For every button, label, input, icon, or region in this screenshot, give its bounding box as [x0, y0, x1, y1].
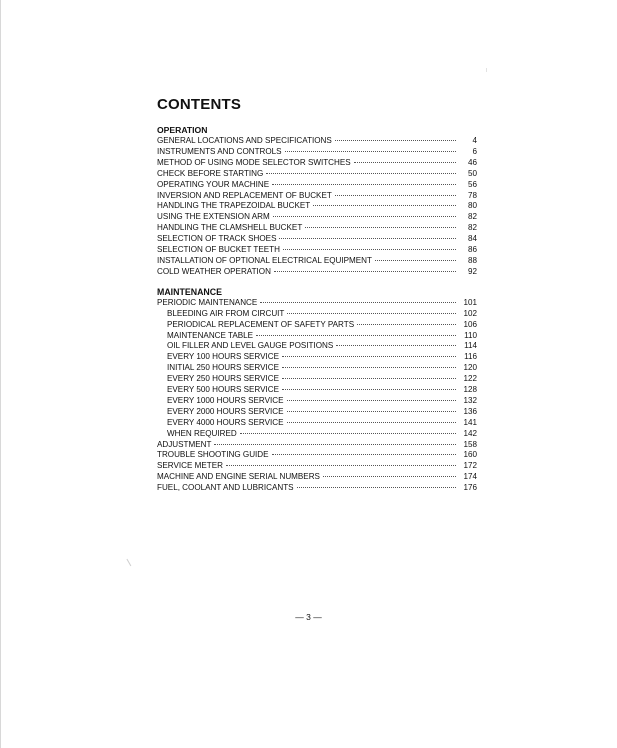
dot-leader — [336, 345, 456, 346]
dot-leader — [274, 271, 456, 272]
toc-entry[interactable] — [157, 309, 477, 320]
toc-entry-page-number: 56 — [467, 179, 477, 189]
toc-entry[interactable] — [157, 223, 477, 234]
toc-entry-title: ADJUSTMENT — [157, 439, 212, 449]
dot-leader — [335, 195, 456, 196]
toc-entry-title: WHEN REQUIRED — [167, 428, 237, 438]
toc-entry-page-number: 78 — [467, 190, 477, 200]
toc-entry-title: EVERY 100 HOURS SERVICE — [167, 352, 280, 362]
scan-mark — [486, 68, 487, 72]
toc-entry-title: TROUBLE SHOOTING GUIDE — [157, 450, 269, 460]
toc-entry-title: SERVICE METER — [157, 461, 223, 471]
dot-leader — [240, 433, 456, 434]
page-left-edge — [0, 0, 1, 748]
dot-leader — [273, 216, 456, 217]
toc-entry[interactable] — [157, 191, 477, 202]
toc-entry-title: CHECK BEFORE STARTING — [157, 168, 264, 178]
toc-entry[interactable] — [157, 331, 477, 342]
dot-leader — [282, 356, 456, 357]
toc-entry[interactable] — [157, 429, 477, 440]
toc-entry-page-number: 102 — [463, 308, 477, 318]
dot-leader — [282, 367, 456, 368]
toc-entry-title: SELECTION OF BUCKET TEETH — [157, 245, 280, 255]
toc-entry[interactable] — [157, 234, 477, 245]
dot-leader — [287, 313, 456, 314]
toc-entry[interactable] — [157, 407, 477, 418]
toc-entry-title: FUEL, COOLANT AND LUBRICANTS — [157, 483, 294, 493]
toc-entry-title: SELECTION OF TRACK SHOES — [157, 234, 277, 244]
toc-entry-page-number: 110 — [464, 330, 477, 340]
dot-leader — [323, 476, 456, 477]
toc-entry-page-number: 6 — [472, 146, 477, 156]
toc-entry-page-number: 141 — [463, 417, 477, 427]
dot-leader — [256, 335, 456, 336]
toc-entry-page-number: 4 — [472, 136, 477, 145]
dot-leader — [214, 444, 456, 445]
dot-leader — [282, 378, 456, 379]
toc-entry-page-number: 106 — [463, 319, 477, 329]
toc-entry[interactable] — [157, 180, 477, 191]
dot-leader — [287, 400, 456, 401]
toc-entry-title: GENERAL LOCATIONS AND SPECIFICATIONS — [157, 136, 332, 145]
toc-entry[interactable] — [157, 158, 477, 169]
dot-leader — [285, 151, 456, 152]
dot-leader — [297, 487, 456, 488]
dot-leader — [375, 260, 456, 261]
toc-entry[interactable] — [157, 363, 477, 374]
dot-leader — [272, 454, 456, 455]
toc-entry[interactable] — [157, 147, 477, 158]
toc-entry[interactable] — [157, 461, 477, 472]
toc-entry[interactable] — [157, 136, 477, 147]
toc-entry-title: EVERY 500 HOURS SERVICE — [167, 385, 280, 395]
toc-entry-title: USING THE EXTENSION ARM — [157, 212, 270, 222]
maintenance-toc-list — [157, 298, 477, 494]
dot-leader — [357, 324, 456, 325]
dot-leader — [313, 205, 456, 206]
dot-leader — [282, 389, 456, 390]
dot-leader — [279, 238, 456, 239]
toc-entry[interactable] — [157, 472, 477, 483]
toc-entry-title: METHOD OF USING MODE SELECTOR SWITCHES — [157, 157, 351, 167]
toc-entry-page-number: 82 — [467, 223, 477, 233]
toc-entry[interactable] — [157, 440, 477, 451]
toc-entry-page-number: 174 — [463, 472, 477, 482]
toc-entry[interactable] — [157, 418, 477, 429]
toc-entry[interactable] — [157, 450, 477, 461]
dot-leader — [287, 422, 456, 423]
toc-entry[interactable] — [157, 298, 477, 309]
toc-entry-title: PERIODIC MAINTENANCE — [157, 297, 258, 307]
toc-entry-page-number: 92 — [467, 266, 477, 276]
toc-entry-page-number: 80 — [467, 201, 477, 211]
dot-leader — [260, 302, 456, 303]
dot-leader — [305, 227, 456, 228]
dot-leader — [335, 140, 456, 141]
page-number: — 3 — — [295, 612, 322, 622]
toc-entry[interactable] — [157, 352, 477, 363]
toc-entry[interactable] — [157, 320, 477, 331]
toc-entry-page-number: 132 — [463, 395, 477, 405]
dot-leader — [283, 249, 456, 250]
toc-entry-page-number: 142 — [463, 428, 477, 438]
toc-entry-title: MAINTENANCE TABLE — [167, 330, 254, 340]
toc-entry-title: EVERY 250 HOURS SERVICE — [167, 374, 280, 384]
toc-entry-page-number: 120 — [463, 363, 477, 373]
toc-entry-page-number: 86 — [467, 245, 477, 255]
dot-leader — [272, 184, 456, 185]
toc-entry-title: EVERY 1000 HOURS SERVICE — [167, 395, 284, 405]
toc-entry-page-number: 116 — [464, 352, 477, 362]
toc-entry-page-number: 128 — [463, 385, 477, 395]
toc-entry[interactable] — [157, 201, 477, 212]
toc-entry[interactable] — [157, 483, 477, 494]
toc-entry-page-number: 122 — [463, 374, 477, 384]
contents-page — [157, 96, 477, 494]
toc-entry-page-number: 88 — [467, 255, 477, 265]
toc-entry-title: HANDLING THE CLAMSHELL BUCKET — [157, 223, 303, 233]
section-heading-maintenance: MAINTENANCE — [157, 286, 222, 297]
toc-entry-page-number: 46 — [467, 157, 477, 167]
toc-entry-title: INSTALLATION OF OPTIONAL ELECTRICAL EQUIPMENT — [157, 255, 372, 265]
toc-entry[interactable] — [157, 267, 477, 278]
dot-leader — [354, 162, 456, 163]
toc-entry[interactable] — [157, 245, 477, 256]
section-heading-operation: OPERATION — [157, 125, 208, 135]
toc-entry[interactable] — [157, 341, 477, 352]
toc-entry-title: INITIAL 250 HOURS SERVICE — [167, 363, 280, 373]
toc-entry-title: COLD WEATHER OPERATION — [157, 266, 271, 276]
toc-entry-page-number: 114 — [464, 341, 477, 351]
toc-entry-page-number: 172 — [463, 461, 477, 471]
toc-entry-title: EVERY 4000 HOURS SERVICE — [167, 417, 284, 427]
scan-mark — [126, 556, 136, 566]
toc-entry[interactable] — [157, 374, 477, 385]
dot-leader — [287, 411, 456, 412]
toc-entry-title: INVERSION AND REPLACEMENT OF BUCKET — [157, 190, 332, 200]
toc-entry[interactable] — [157, 212, 477, 223]
toc-entry-page-number: 50 — [467, 168, 477, 178]
toc-entry-title: MACHINE AND ENGINE SERIAL NUMBERS — [157, 472, 320, 482]
operation-toc-list — [157, 136, 477, 278]
dot-leader — [226, 465, 456, 466]
toc-entry-page-number: 176 — [463, 483, 477, 493]
toc-entry-title: EVERY 2000 HOURS SERVICE — [167, 406, 284, 416]
toc-entry-page-number: 82 — [467, 212, 477, 222]
toc-entry-title: INSTRUMENTS AND CONTROLS — [157, 146, 282, 156]
toc-entry-title: OPERATING YOUR MACHINE — [157, 179, 270, 189]
toc-entry[interactable] — [157, 396, 477, 407]
toc-entry-page-number: 136 — [463, 406, 477, 416]
toc-entry-title: PERIODICAL REPLACEMENT OF SAFETY PARTS — [167, 319, 355, 329]
toc-entry-title: BLEEDING AIR FROM CIRCUIT — [167, 308, 285, 318]
toc-entry-page-number: 158 — [463, 439, 477, 449]
page-title: CONTENTS — [157, 96, 242, 113]
toc-entry-page-number: 84 — [467, 234, 477, 244]
toc-entry-page-number: 160 — [463, 450, 477, 460]
toc-entry[interactable] — [157, 256, 477, 267]
toc-entry-page-number: 101 — [463, 297, 477, 307]
toc-entry[interactable] — [157, 385, 477, 396]
toc-entry-title: OIL FILLER AND LEVEL GAUGE POSITIONS — [167, 341, 334, 351]
dot-leader — [266, 173, 456, 174]
toc-entry-title: HANDLING THE TRAPEZOIDAL BUCKET — [157, 201, 311, 211]
toc-entry[interactable] — [157, 169, 477, 180]
